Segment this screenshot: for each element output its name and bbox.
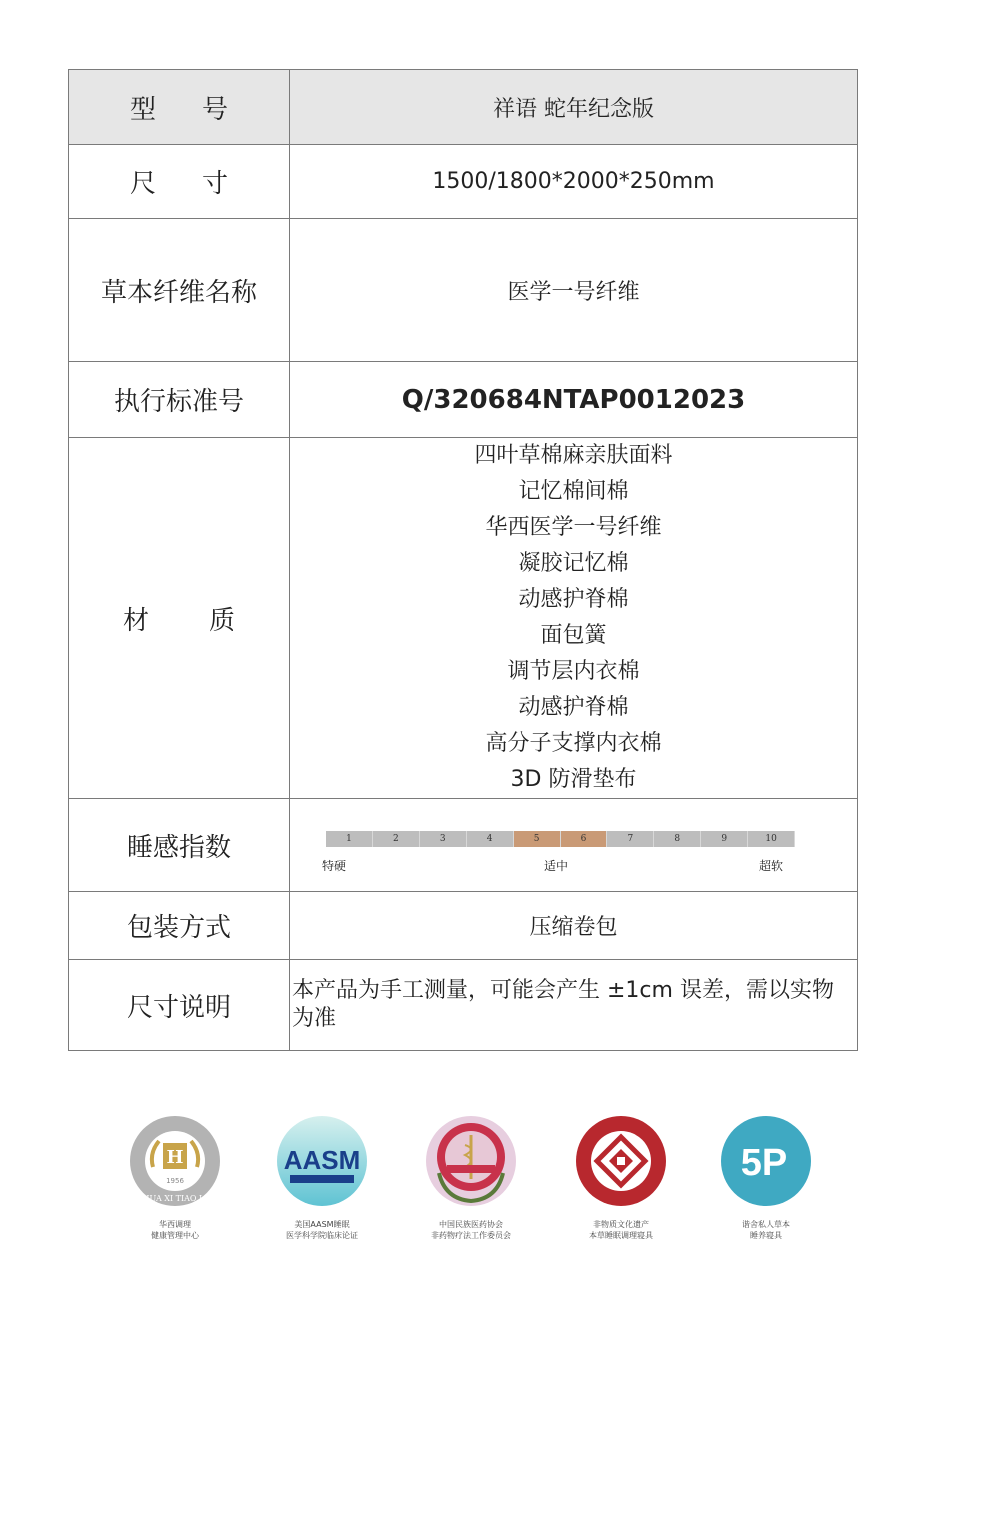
row-sleep-index (69, 799, 858, 892)
caption-line: 医学科学院临床论证 (286, 1231, 358, 1240)
material-label-char1: 材 (122, 605, 149, 636)
logo-caption (257, 1219, 387, 1241)
caption-line: 本草睡眠调理寝具 (589, 1231, 653, 1240)
logo-caption (701, 1219, 831, 1241)
scale-cell-2: 2 (373, 831, 420, 847)
row-model (69, 70, 858, 145)
row-size (69, 145, 858, 219)
model-label-char1: 型 (129, 94, 156, 125)
huaxi-tiaoli-emblem-icon (129, 1115, 221, 1207)
scale-cell-6: 6 (561, 831, 608, 847)
logo-caption (406, 1219, 536, 1241)
row-fiber (69, 219, 858, 362)
scale-cell-10: 10 (748, 831, 795, 847)
fiber-label: 草本纤维名称 (69, 219, 290, 362)
model-label (69, 70, 290, 145)
material-item: 华西医学一号纤维 (485, 515, 662, 540)
scale-cell-9: 9 (701, 831, 748, 847)
size-note-label: 尺寸说明 (69, 960, 290, 1051)
scale-left-label: 特硬 (322, 859, 347, 873)
aasm-logo-icon (276, 1115, 368, 1207)
logo-huaxi (110, 1115, 240, 1241)
material-label-char2: 质 (209, 605, 236, 636)
fiber-value: 医学一号纤维 (290, 219, 858, 362)
spec-table (68, 69, 858, 1051)
ethnic-medicine-association-logo-icon (425, 1115, 517, 1207)
material-item: 动感护脊棉 (518, 587, 629, 612)
model-value: 祥语 蛇年纪念版 (290, 70, 858, 145)
material-item: 记忆棉间棉 (518, 479, 629, 504)
logo-5p (701, 1115, 831, 1241)
standard-value: Q/320684NTAP0012023 (290, 362, 858, 438)
scale-cell-1: 1 (326, 831, 373, 847)
certification-logos (0, 1115, 1000, 1245)
sleep-index-scale (290, 799, 858, 891)
scale-cell-4: 4 (467, 831, 514, 847)
scale-cell-5: 5 (514, 831, 561, 847)
scale-cell-7: 7 (607, 831, 654, 847)
caption-line: 谐舍私人草本 (742, 1220, 790, 1229)
scale-right-label: 超软 (759, 859, 784, 873)
material-item: 面包簧 (540, 623, 607, 648)
intangible-heritage-logo-icon (575, 1115, 667, 1207)
row-packaging (69, 892, 858, 960)
svg-text:H: H (166, 1147, 184, 1168)
scale-cell-3: 3 (420, 831, 467, 847)
size-label-char1: 尺 (129, 169, 156, 199)
sleep-index-cell (290, 799, 858, 892)
material-list (290, 438, 858, 799)
material-item: 高分子支撑内衣棉 (485, 731, 662, 756)
size-label (69, 145, 290, 219)
logo-ethnic-medicine (406, 1115, 536, 1241)
logo-caption (110, 1219, 240, 1241)
logo-aasm (257, 1115, 387, 1241)
sleep-index-label: 睡感指数 (69, 799, 290, 892)
model-label-char2: 号 (202, 94, 229, 125)
size-note-value: 本产品为手工测量，可能会产生 ±1cm 误差，需以实物为准 (290, 960, 858, 1051)
row-size-note (69, 960, 858, 1051)
size-label-char2: 寸 (202, 169, 229, 199)
row-standard (69, 362, 858, 438)
standard-label: 执行标准号 (69, 362, 290, 438)
caption-line: 美国AASM睡眠 (294, 1220, 350, 1229)
material-item: 3D 防滑垫布 (510, 767, 637, 792)
caption-line: 非物质文化遗产 (593, 1220, 649, 1229)
scale-mid-label: 适中 (544, 859, 569, 873)
size-value: 1500/1800*2000*250mm (290, 145, 858, 219)
material-label (69, 438, 290, 799)
packaging-label: 包装方式 (69, 892, 290, 960)
material-item: 动感护脊棉 (518, 695, 629, 720)
caption-line: 健康管理中心 (151, 1231, 199, 1240)
material-item: 调节层内衣棉 (507, 659, 640, 684)
caption-line: 睡养寝具 (750, 1231, 782, 1240)
logo-intangible-heritage (556, 1115, 686, 1241)
row-material (69, 438, 858, 799)
5p-emblem-text: 5P (740, 1142, 788, 1184)
caption-line: 华西调理 (159, 1220, 191, 1229)
caption-line: 中国民族医药协会 (439, 1220, 503, 1229)
caption-line: 非药物疗法工作委员会 (431, 1231, 511, 1240)
scale-bar (326, 831, 795, 847)
material-item: 凝胶记忆棉 (518, 551, 629, 576)
5p-logo-icon (720, 1115, 812, 1207)
huaxi-emblem-text: HUA XI TIAO LI (142, 1194, 208, 1203)
aasm-emblem-text: AASM (283, 1145, 361, 1175)
material-item: 四叶草棉麻亲肤面料 (474, 443, 673, 468)
logo-caption (556, 1219, 686, 1241)
scale-cell-8: 8 (654, 831, 701, 847)
huaxi-year: 1956 (166, 1177, 184, 1185)
packaging-value: 压缩卷包 (290, 892, 858, 960)
